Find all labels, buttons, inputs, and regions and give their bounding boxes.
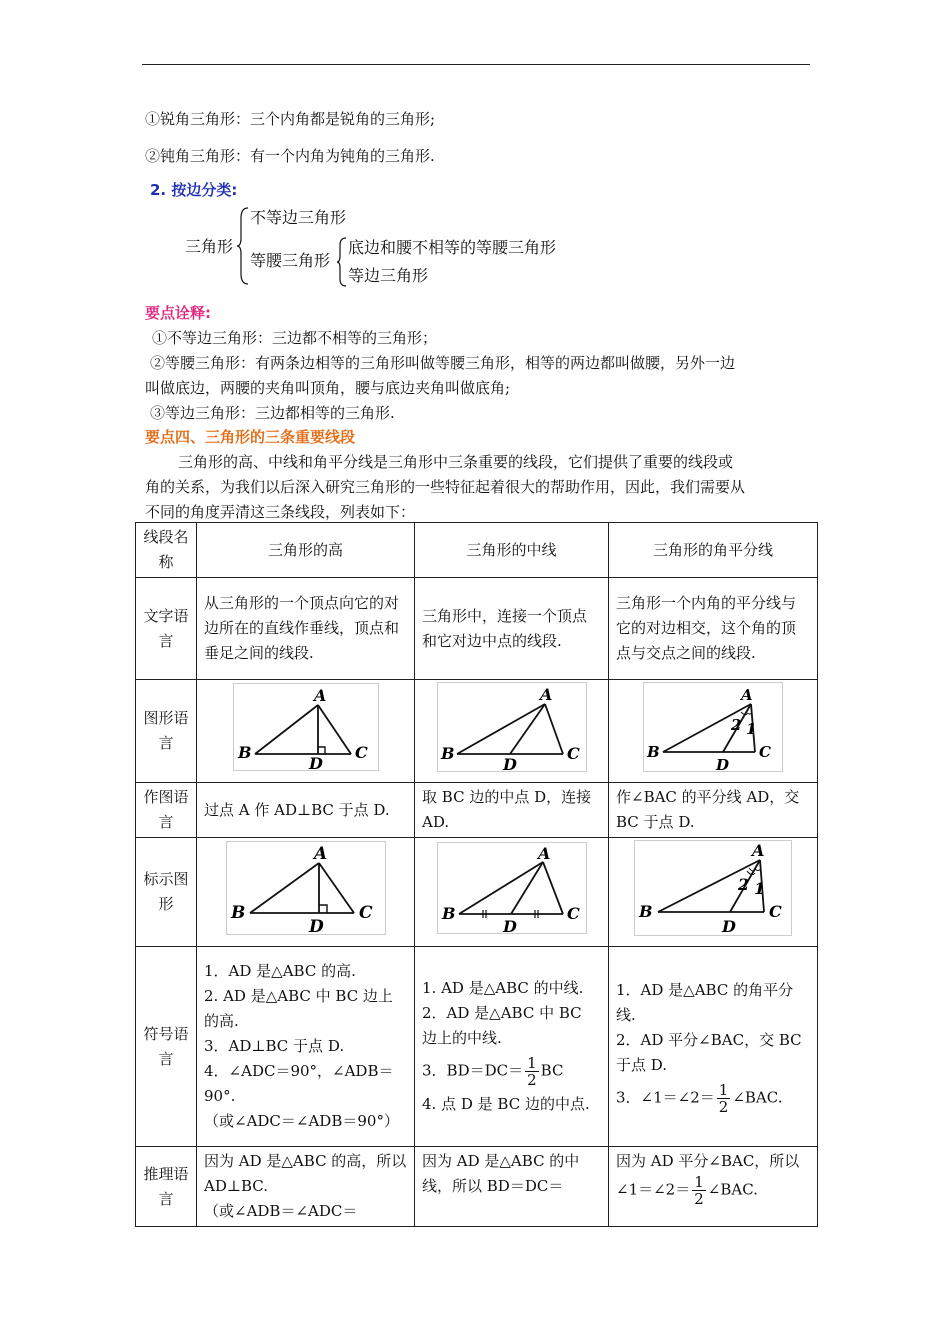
header-rule <box>142 64 810 65</box>
symbol-alt-3: 3．AD⊥BC 于点 D. <box>204 1037 345 1055</box>
cell-mark-altitude <box>197 838 415 947</box>
row-head-name: 线段名称 <box>136 523 197 578</box>
label-d: D <box>502 755 517 772</box>
label-d: D <box>308 917 324 935</box>
cell-mark-median <box>415 838 609 947</box>
label-b: B <box>230 903 245 923</box>
median-figure <box>437 682 587 772</box>
cell-reason-altitude <box>197 1147 415 1227</box>
label-angle-1: 1 <box>754 879 766 898</box>
cell-fig-bisector <box>609 680 818 783</box>
label-d: D <box>502 917 517 934</box>
label-b: B <box>237 743 252 762</box>
symbol-med-1: 1. AD 是△ABC 的中线. <box>422 979 584 997</box>
label-angle-1: 1 <box>746 720 757 738</box>
segments-table <box>135 522 818 1227</box>
cell-reason-median: 因为 AD 是△ABC 的中线，所以 BD＝DC＝ <box>415 1147 609 1227</box>
row-head-text: 文字语言 <box>136 578 197 680</box>
label-a: A <box>539 685 552 704</box>
label-b: B <box>440 744 455 763</box>
cell-symbol-altitude <box>197 947 415 1147</box>
side-class-heading: 2. 按边分类: <box>150 181 238 199</box>
label-a: A <box>313 686 326 705</box>
symbol-alt-2: 2. AD 是△ABC 中 BC 边上的高. <box>204 987 393 1030</box>
cell-symbol-bisector <box>609 947 818 1147</box>
label-a: A <box>752 841 765 860</box>
label-c: C <box>566 744 580 763</box>
label-c: C <box>769 902 782 921</box>
fraction-half: $\frac{1}{2}$ <box>527 1054 537 1089</box>
table-row <box>136 783 818 838</box>
row-head-figure: 图形语言 <box>136 680 197 783</box>
altitude-marked-figure <box>226 841 386 935</box>
note-equilateral: ③等边三角形：三边都相等的三角形. <box>150 404 395 422</box>
col-head-altitude: 三角形的高 <box>197 523 415 578</box>
cell-symbol-median <box>415 947 609 1147</box>
label-b: B <box>639 902 653 921</box>
row-head-symbol: 符号语言 <box>136 947 197 1147</box>
notes-heading: 要点诠释: <box>145 304 211 322</box>
label-d: D <box>308 754 323 771</box>
section4-p3: 不同的角度弄清这三条线段，列表如下： <box>145 503 416 521</box>
tree-scalene: 不等边三角形 <box>250 208 347 227</box>
cell-fig-median <box>415 680 609 783</box>
symbol-alt-5: （或∠ADC＝∠ADB＝90°） <box>204 1112 399 1130</box>
label-d: D <box>716 756 730 772</box>
altitude-figure <box>233 683 379 771</box>
cell-text-altitude: 从三角形的一个顶点向它的对边所在的直线作垂线，顶点和垂足之间的线段. <box>197 578 415 680</box>
bisector-marked-figure <box>634 840 792 936</box>
cell-text-median: 三角形中，连接一个顶点和它对边中点的线段. <box>415 578 609 680</box>
tree-isosceles: 等腰三角形 <box>250 251 331 270</box>
table-row <box>136 1147 818 1227</box>
label-b: B <box>647 743 660 761</box>
symbol-bis-3: 3．∠1＝∠2＝ $\frac{1}{2}$ ∠BAC. <box>616 1081 783 1116</box>
reason-alt-1: 因为 AD 是△ABC 的高，所以 AD⊥BC. <box>204 1152 407 1195</box>
cell-reason-bisector: 因为 AD 平分∠BAC，所以∠1＝∠2＝ $\frac{1}{2}$ ∠BAC. <box>609 1147 818 1227</box>
note-isosceles-1: ②等腰三角形：有两条边相等的三角形叫做等腰三角形，相等的两边都叫做腰，另外一边 <box>150 354 736 372</box>
table-row <box>136 578 818 680</box>
cell-draw-altitude: 过点 A 作 AD⊥BC 于点 D. <box>197 783 415 838</box>
row-head-marked: 标示图形 <box>136 838 197 947</box>
label-a: A <box>741 686 753 704</box>
section4-p1: 三角形的高、中线和角平分线是三角形中三条重要的线段，它们提供了重要的线段或 <box>178 453 734 471</box>
brace-inner <box>336 236 348 288</box>
label-a: A <box>537 844 550 863</box>
cell-fig-altitude <box>197 680 415 783</box>
symbol-med-4: 4. 点 D 是 BC 边的中点. <box>422 1095 590 1113</box>
reason-alt-2: （或∠ADB＝∠ADC＝ <box>204 1202 358 1220</box>
tree-iso-not-eq: 底边和腰不相等的等腰三角形 <box>348 238 557 257</box>
section4-p2: 角的关系，为我们以后深入研究三角形的一些特征起着很大的帮助作用，因此，我们需要从 <box>145 478 746 496</box>
table-row <box>136 680 818 783</box>
brace-outer <box>236 206 250 286</box>
label-c: C <box>358 903 373 923</box>
section4-heading: 要点四、三角形的三条重要线段 <box>145 428 356 446</box>
intro-line-acute: ①锐角三角形：三个内角都是锐角的三角形; <box>145 110 436 128</box>
table-row <box>136 947 818 1147</box>
label-angle-2: 2 <box>731 716 742 734</box>
table-row <box>136 838 818 947</box>
median-marked-figure <box>437 842 587 934</box>
symbol-alt-1: 1．AD 是△ABC 的高. <box>204 962 356 980</box>
symbol-bis-2: 2．AD 平分∠BAC，交 BC 于点 D. <box>616 1031 802 1074</box>
cell-mark-bisector <box>609 838 818 947</box>
label-a: A <box>313 844 327 864</box>
tree-root: 三角形 <box>185 237 234 256</box>
label-b: B <box>441 904 456 923</box>
symbol-alt-4: 4．∠ADC＝90°，∠ADB＝90°. <box>204 1062 394 1105</box>
table-row <box>136 523 818 578</box>
fraction-half: $\frac{1}{2}$ <box>718 1081 729 1116</box>
symbol-bis-1: 1．AD 是△ABC 的角平分线. <box>616 981 794 1024</box>
cell-draw-bisector: 作∠BAC 的平分线 AD，交 BC 于点 D. <box>609 783 818 838</box>
col-head-median: 三角形的中线 <box>415 523 609 578</box>
label-angle-2: 2 <box>738 875 750 894</box>
note-isosceles-2: 叫做底边，两腰的夹角叫顶角，腰与底边夹角叫做底角; <box>145 379 511 397</box>
note-scalene: ①不等边三角形：三边都不相等的三角形； <box>152 329 438 347</box>
label-c: C <box>566 904 580 923</box>
tree-equilateral: 等边三角形 <box>348 266 429 285</box>
cell-text-bisector: 三角形一个内角的平分线与它的对边相交，这个角的顶点与交点之间的线段. <box>609 578 818 680</box>
symbol-med-2: 2．AD 是△ABC 中 BC 边上的中线. <box>422 1004 582 1047</box>
label-c: C <box>759 743 771 761</box>
bisector-figure <box>643 682 783 772</box>
intro-line-obtuse: ②钝角三角形：有一个内角为钝角的三角形. <box>145 147 435 165</box>
col-head-bisector: 三角形的角平分线 <box>609 523 818 578</box>
cell-draw-median: 取 BC 边的中点 D，连接 AD. <box>415 783 609 838</box>
label-d: D <box>722 917 736 936</box>
fraction-half: $\frac{1}{2}$ <box>694 1173 704 1208</box>
label-c: C <box>354 743 368 762</box>
row-head-draw: 作图语言 <box>136 783 197 838</box>
row-head-reason: 推理语言 <box>136 1147 197 1227</box>
symbol-med-3: 3．BD＝DC＝ $\frac{1}{2}$ BC <box>422 1054 564 1089</box>
